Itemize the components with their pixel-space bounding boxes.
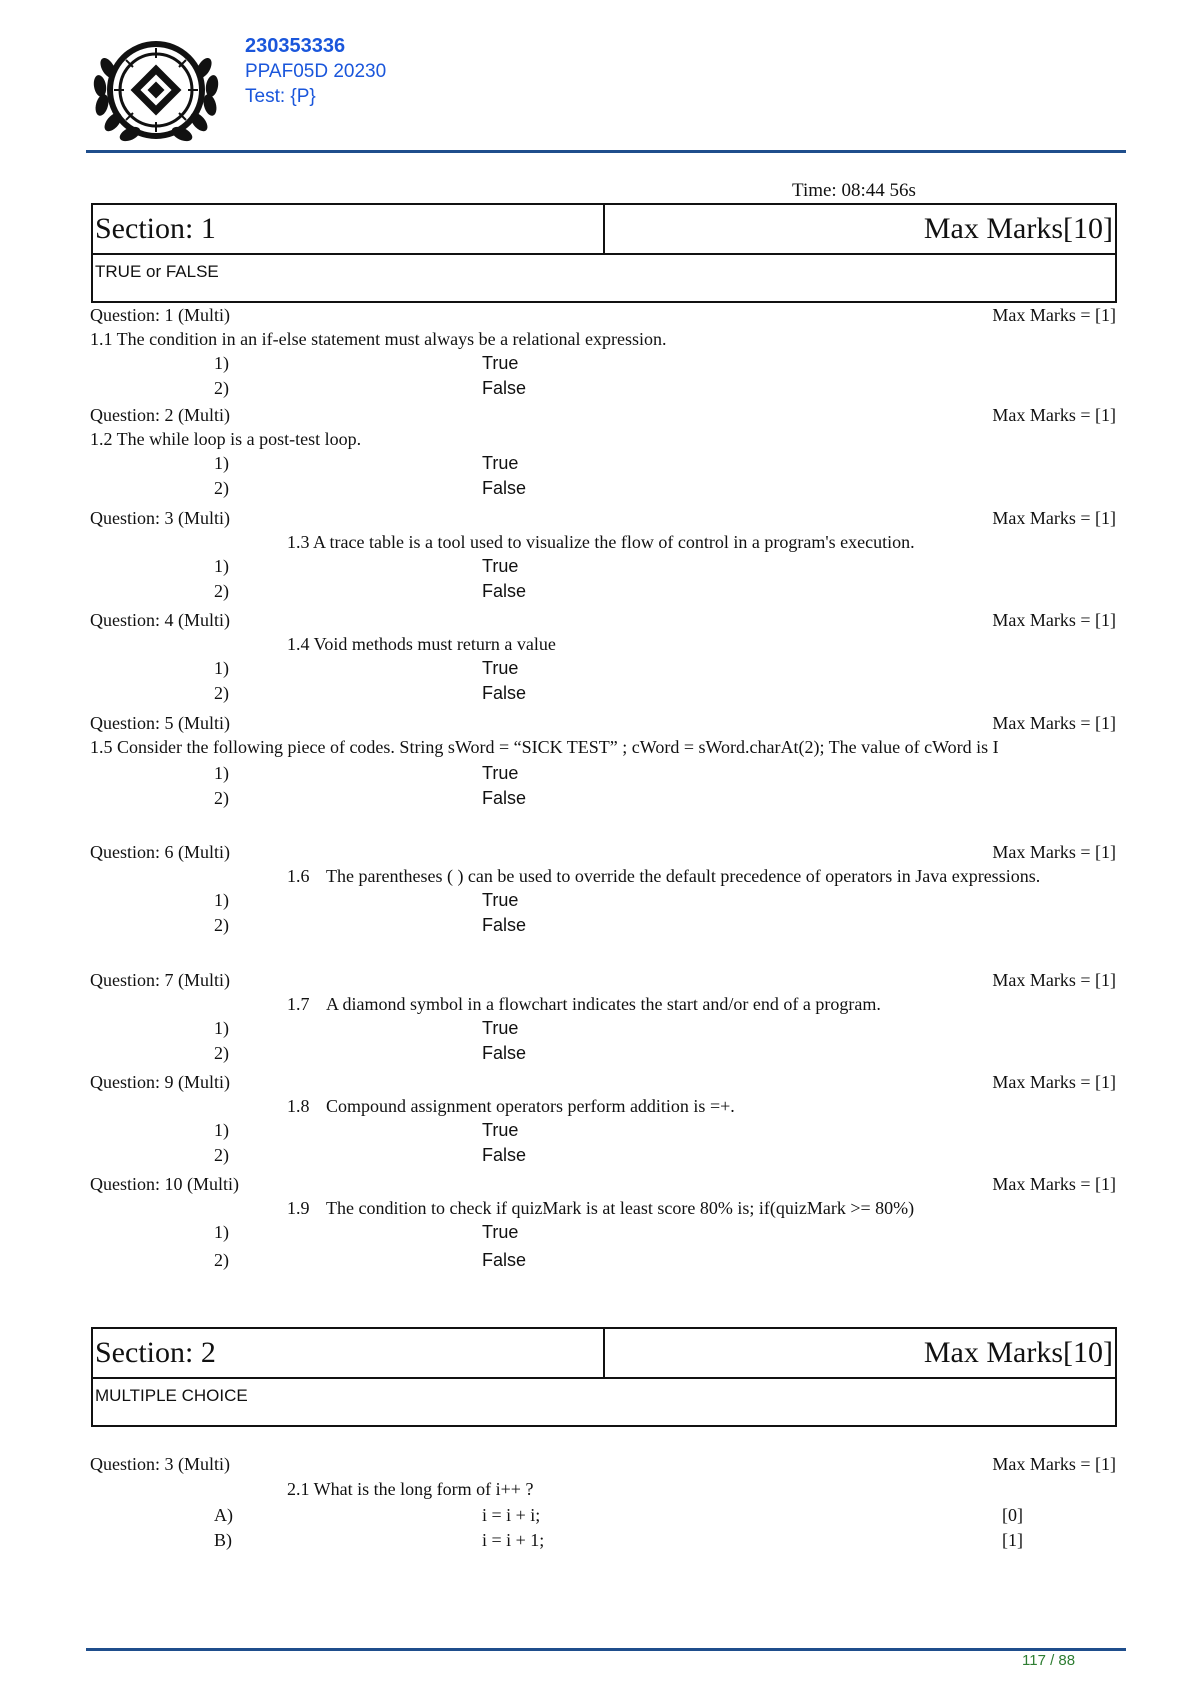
answer-option: 2) False <box>214 477 527 498</box>
question-block <box>90 506 1116 603</box>
header-info <box>245 34 386 109</box>
section-max-marks: Max Marks[10] <box>923 212 1113 245</box>
question-number: 1.6 <box>287 866 310 886</box>
seal-logo-icon <box>86 28 226 146</box>
question-block <box>90 711 1116 810</box>
section-title: Section: 1 <box>93 205 605 253</box>
page-header <box>0 0 1200 160</box>
answer-option: 1) True <box>214 1018 519 1038</box>
question-label: Question: 3 (Multi) <box>90 508 230 528</box>
section-max-marks: Max Marks[10] <box>923 1336 1113 1369</box>
question-stem: 1.3 A trace table is a tool used to visualize the flow of control in a program's execution. <box>287 532 915 552</box>
answer-option: 1) True <box>214 658 519 678</box>
question-label: Question: 1 (Multi) <box>90 305 230 325</box>
answer-option: 2) False <box>214 1250 527 1270</box>
section-2-header <box>91 1327 1117 1427</box>
question-label: Question: 5 (Multi) <box>90 713 230 733</box>
answer-option: 2) False <box>214 377 527 398</box>
question-max-marks: Max Marks = [1] <box>992 1072 1116 1092</box>
question-block <box>90 1452 1116 1552</box>
page-number: 117 / 88 <box>1022 1652 1076 1669</box>
answer-option: 1) True <box>214 1120 519 1140</box>
question-text: The condition to check if quizMark is at least score 80% is; if(quizMark >= 80%) <box>326 1198 915 1218</box>
question-text: A diamond symbol in a flowchart indicates the start and/or end of a program. <box>326 994 881 1014</box>
question-max-marks: Max Marks = [1] <box>992 713 1116 733</box>
question-label: Question: 10 (Multi) <box>90 1174 239 1194</box>
answer-option: 1) True <box>214 890 519 910</box>
answer-option: B) i = i + 1; [1] <box>214 1529 1023 1550</box>
question-max-marks: Max Marks = [1] <box>992 1454 1116 1474</box>
option-mark: [1] <box>1002 1529 1023 1550</box>
answer-option: 2) False <box>214 580 527 601</box>
question-stem: 2.1 What is the long form of i++ ? <box>287 1479 534 1499</box>
answer-option: 1) True <box>214 763 519 783</box>
question-max-marks: Max Marks = [1] <box>992 405 1116 425</box>
question-number: 1.9 <box>287 1198 310 1218</box>
question-max-marks: Max Marks = [1] <box>992 1174 1116 1194</box>
question-label: Question: 6 (Multi) <box>90 842 230 862</box>
question-block <box>90 1070 1116 1167</box>
time-display: Time: 08:44 56s <box>792 180 916 201</box>
question-text: The parentheses ( ) can be used to override the default precedence of operators in Java expressions. <box>326 866 1041 886</box>
question-block <box>90 608 1116 705</box>
question-number: 1.7 <box>287 994 310 1014</box>
question-max-marks: Max Marks = [1] <box>992 970 1116 990</box>
question-label: Question: 7 (Multi) <box>90 970 230 990</box>
question-max-marks: Max Marks = [1] <box>992 508 1116 528</box>
question-stem <box>90 992 1116 1016</box>
question-block <box>90 403 1116 500</box>
question-label: Question: 2 (Multi) <box>90 405 230 425</box>
question-max-marks: Max Marks = [1] <box>992 305 1116 325</box>
question-stem: 1.4 Void methods must return a value <box>287 634 556 654</box>
footer-divider <box>86 1648 1126 1651</box>
course-code: PPAF05D 20230 <box>245 61 387 82</box>
answer-option: 2) False <box>214 682 527 703</box>
section-title: Section: 2 <box>93 1329 605 1377</box>
question-label: Question: 4 (Multi) <box>90 610 230 630</box>
student-id: 230353336 <box>245 35 346 57</box>
question-label: Question: 9 (Multi) <box>90 1072 230 1092</box>
section-1-header <box>91 203 1117 303</box>
question-block <box>90 968 1116 1065</box>
answer-option: 1) True <box>214 556 519 576</box>
question-stem: 1.5 Consider the following piece of codes. String sWord = “SICK TEST” ; cWord = sWord.charAt(2); The value of cWord is I <box>90 737 999 757</box>
question-stem <box>90 864 1116 888</box>
question-stem: 1.1 The condition in an if-else statement must always be a relational expression. <box>90 329 667 349</box>
section-type: MULTIPLE CHOICE <box>95 1386 248 1405</box>
question-stem <box>90 1094 1116 1118</box>
question-stem: 1.2 The while loop is a post-test loop. <box>90 429 362 449</box>
answer-option: 2) False <box>214 1144 527 1165</box>
question-block <box>90 303 1116 400</box>
answer-option: 2) False <box>214 914 527 935</box>
question-max-marks: Max Marks = [1] <box>992 842 1116 862</box>
answer-option: 1) True <box>214 1222 519 1242</box>
section-type: TRUE or FALSE <box>95 262 219 281</box>
test-label: Test: {P} <box>245 86 316 107</box>
question-label: Question: 3 (Multi) <box>90 1454 230 1474</box>
question-block <box>90 840 1116 937</box>
answer-option: 2) False <box>214 1042 527 1063</box>
option-mark: [0] <box>1002 1505 1023 1525</box>
header-divider <box>86 150 1126 153</box>
question-block <box>90 1172 1116 1273</box>
question-stem <box>90 1196 1116 1220</box>
question-max-marks: Max Marks = [1] <box>992 610 1116 630</box>
question-number: 1.8 <box>287 1096 310 1116</box>
answer-option: 1) True <box>214 353 519 373</box>
question-text: Compound assignment operators perform addition is =+. <box>326 1096 735 1116</box>
answer-option: 2) False <box>214 787 527 808</box>
answer-option: A) i = i + i; [0] <box>214 1505 1023 1525</box>
answer-option: 1) True <box>214 453 519 473</box>
